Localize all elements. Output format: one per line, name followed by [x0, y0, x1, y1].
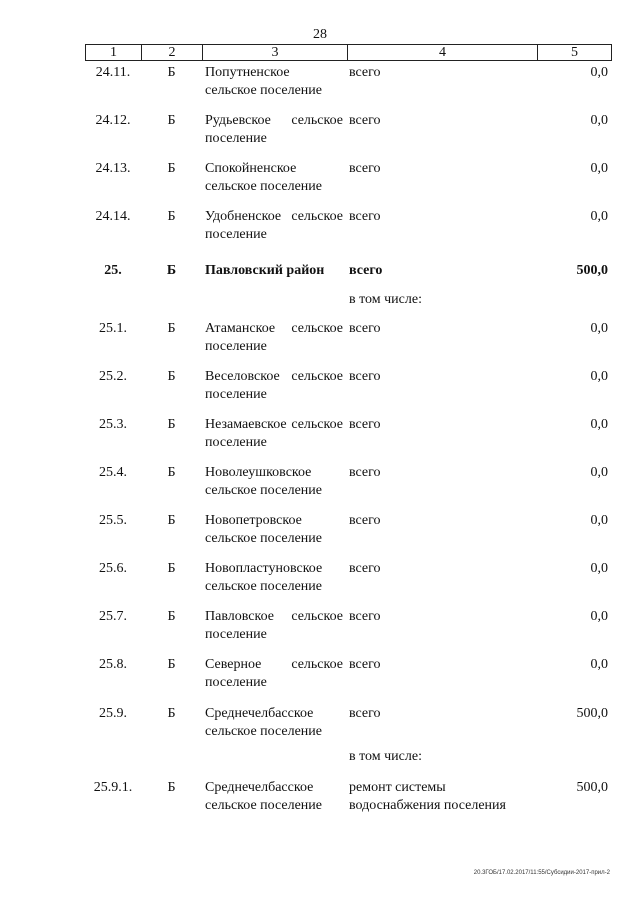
row-number: 25.9.1. [93, 780, 133, 795]
row-purpose: всего [349, 706, 381, 721]
row-purpose: всего [349, 657, 381, 672]
row-amount: 0,0 [590, 513, 608, 528]
row-name: Незамаевское сельское поселение [205, 417, 343, 450]
row-number: 25.1. [99, 321, 127, 336]
row-purpose: всего [349, 161, 381, 176]
row-purpose: всего [349, 417, 381, 432]
row-amount: 0,0 [590, 161, 608, 176]
row-name: Среднечелбасское сельское поселение [205, 706, 322, 739]
row-number: 25.8. [99, 657, 127, 672]
row-name: Павловский район [205, 263, 325, 278]
row-amount: 500,0 [576, 780, 608, 795]
row-category: Б [167, 561, 176, 576]
row-purpose: ремонт системы водоснабжения поселения [349, 780, 506, 813]
row-number: 24.13. [95, 161, 131, 176]
row-name: Попутненское сельское поселение [205, 65, 322, 98]
row-amount: 500,0 [576, 263, 608, 278]
row-amount: 500,0 [576, 706, 608, 721]
row-name: Веселовское сельское поселение [205, 369, 343, 402]
row-name: Новопетровское сельское поселение [205, 513, 322, 546]
row-category: Б [167, 609, 176, 624]
row-number: 25.2. [99, 369, 127, 384]
row-number: 25.9. [99, 706, 127, 721]
row-purpose: всего [349, 465, 381, 480]
footer-document-code: 20.3ГОБ/17.02.2017/11:55/Субсидии-2017-прил-2 [473, 870, 610, 876]
row-name: Северное сельское поселение [205, 657, 343, 690]
row-amount: 0,0 [590, 609, 608, 624]
row-name: Павловское сельское поселение [205, 609, 343, 642]
row-purpose: всего [349, 209, 381, 224]
row-purpose: всего [349, 609, 381, 624]
row-name: Новопластуновское сельское поселение [205, 561, 323, 594]
row-amount: 0,0 [590, 369, 608, 384]
row-category: Б [167, 209, 176, 224]
row-amount: 0,0 [590, 65, 608, 80]
row-amount: 0,0 [590, 321, 608, 336]
row-name: Спокойненское сельское поселение [205, 161, 322, 194]
row-category: Б [167, 706, 176, 721]
header-col-1: 1 [86, 45, 142, 60]
row-amount: 0,0 [590, 417, 608, 432]
row-purpose: всего [349, 513, 381, 528]
subheading-including: в том числе: [349, 292, 422, 307]
row-category: Б [167, 65, 176, 80]
row-purpose: всего [349, 321, 381, 336]
row-name: Новолеушковское сельское поселение [205, 465, 322, 498]
row-name: Удобненское сельское поселение [205, 209, 343, 242]
row-category: Б [167, 161, 176, 176]
row-purpose: всего [349, 113, 381, 128]
page-number: 28 [313, 27, 327, 42]
row-category: Б [167, 465, 176, 480]
row-name: Среднечелбасское сельское поселение [205, 780, 322, 813]
row-category: Б [167, 321, 176, 336]
row-number: 25.6. [99, 561, 127, 576]
row-number: 25.3. [99, 417, 127, 432]
row-amount: 0,0 [590, 657, 608, 672]
row-purpose: всего [349, 369, 381, 384]
header-col-4: 4 [348, 45, 538, 60]
subheading-including: в том числе: [349, 749, 422, 764]
row-number: 24.12. [95, 113, 131, 128]
row-category: Б [167, 369, 176, 384]
row-number: 25.5. [99, 513, 127, 528]
row-purpose: всего [349, 65, 381, 80]
row-purpose: всего [349, 561, 381, 576]
row-amount: 0,0 [590, 113, 608, 128]
row-number: 24.14. [95, 209, 131, 224]
row-amount: 0,0 [590, 465, 608, 480]
row-number: 25.4. [99, 465, 127, 480]
row-category: Б [167, 513, 176, 528]
header-col-2: 2 [142, 45, 203, 60]
row-name: Атаманское сельское поселение [205, 321, 343, 354]
row-name: Рудьевское сельское поселение [205, 113, 343, 146]
row-category: Б [167, 417, 176, 432]
row-number: 25.7. [99, 609, 127, 624]
row-amount: 0,0 [590, 561, 608, 576]
header-col-5: 5 [571, 45, 578, 60]
row-number: 24.11. [95, 65, 131, 80]
header-col-3: 3 [203, 45, 348, 60]
row-purpose: всего [349, 263, 383, 278]
row-number: 25. [104, 263, 122, 278]
row-amount: 0,0 [590, 209, 608, 224]
row-category: Б [166, 263, 177, 278]
row-category: Б [167, 780, 176, 795]
row-category: Б [167, 657, 176, 672]
row-category: Б [167, 113, 176, 128]
